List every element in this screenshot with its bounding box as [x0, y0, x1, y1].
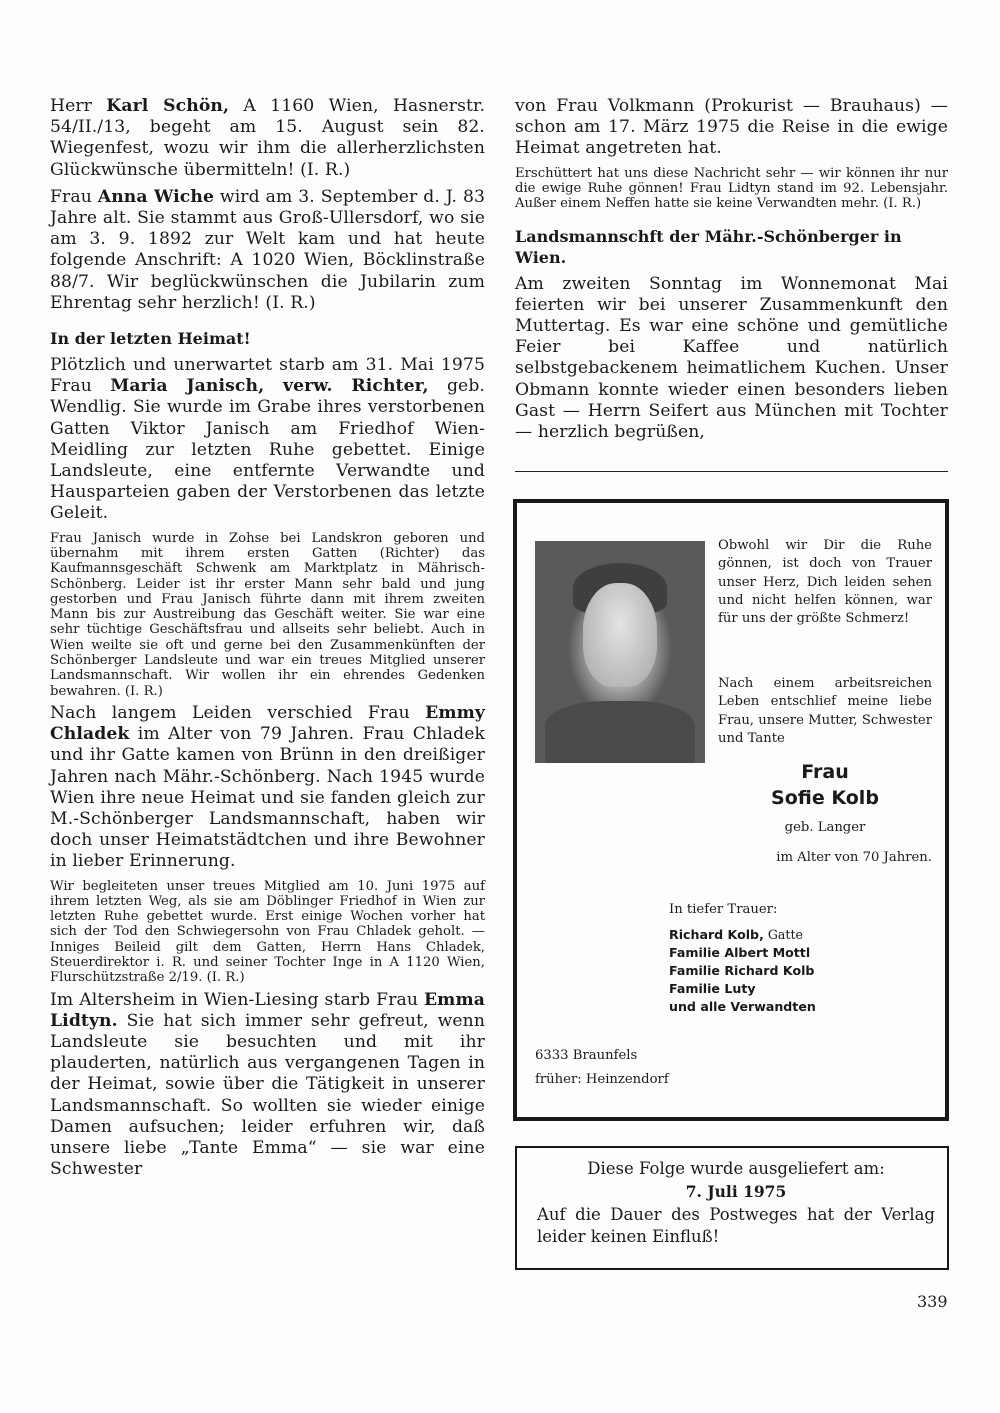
- article-paragraph: [515, 274, 948, 444]
- text-segment: Sie hat sich immer sehr gefreut, wenn Landsleute sie besuchten und mit ihr plauderten, natürlich aus vergangenen Tagen in der Heimat, sowie über die Tätigkeit in unserer Landsmannschaft. So wollten sie wieder einige Damen aufsuchen; leider erfuhren wir, daß unsere liebe „Tante Emma“ — sie war eine Schwester: [50, 1010, 485, 1180]
- article-paragraph: [50, 187, 485, 314]
- mourner: und alle Verwandten: [669, 999, 816, 1014]
- text-segment: Frau Janisch wurde in Zohse bei Landskron geboren und übernahm mit ihrem ersten Gatten (Richter) das Kaufmannsgeschäft Schwenk am Marktplatz in Mährisch-Schönberg. Leider ist ihr erster Mann sehr bald und jung gestorben und Frau Janisch führte dann mit ihrem zweiten Mann bis zur Austreibung das Geschäft weiter. Sie war eine sehr tüchtige Geschäftsfrau und allseits sehr beliebt. Auch in Wien weilte sie oft und gerne bei den Zusammenkünften der Schönberger Landsleute und war ein treues Mitglied unserer Landsmannschaft. Wir wollen ihr ein ehrendes Gedenken bewahren. (I. R.): [50, 530, 485, 699]
- person-name: Emmy Chladek: [50, 702, 485, 745]
- portrait-photo: [535, 541, 705, 763]
- person-name: Emma Lidtyn.: [50, 989, 485, 1031]
- article-paragraph: [50, 96, 485, 181]
- person-name: Anna Wiche: [97, 186, 214, 207]
- text-segment: von Frau Volkmann (Prokurist — Brauhaus) — schon am 17. März 1975 die Reise in die ewige Heimat angetreten hat.: [515, 96, 948, 159]
- left-column: [50, 96, 485, 1186]
- text-segment: Nach langem Leiden verschied Frau: [50, 702, 426, 723]
- text-segment: geb. Wendlig. Sie wurde im Grabe ihres verstorbenen Gatten Viktor Janisch am Friedhof Wien-Meidling zur letzten Ruhe gebettet. Einige Landsleute, eine entfernte Verwandte und Hausparteien gaben der Verstorbenen das letzte Geleit.: [50, 376, 485, 524]
- text-segment: Frau: [50, 186, 98, 207]
- notice-line-2: Auf die Dauer des Postweges hat der Verlag leider keinen Einfluß!: [537, 1205, 935, 1246]
- notice-line-1: Diese Folge wurde ausgeliefert am:: [587, 1159, 885, 1178]
- section-heading: [50, 328, 485, 349]
- page-number: 339: [917, 1292, 948, 1311]
- text-segment: Landsmannschft der Mähr.-Schönberger in Wien.: [515, 226, 902, 267]
- text-segment: Herr: [50, 96, 107, 116]
- obituary-notice: [513, 499, 949, 1121]
- text-segment: Erschüttert hat uns diese Nachricht sehr — wir können ihr nur die ewige Ruhe gönnen! Frau Lidtyn stand im 92. Lebensjahr. Außer einem Neffen hatte sie keine Verwandten mehr. (I. R.): [515, 165, 948, 212]
- right-column: [515, 96, 948, 449]
- article-paragraph: [515, 96, 948, 160]
- text-segment: Plötzlich und unerwartet starb am 31. Mai 1975 Frau: [50, 355, 485, 397]
- delivery-notice: [515, 1146, 949, 1270]
- mourning-heading: In tiefer Trauer:: [669, 902, 778, 917]
- person-name: Karl Schön,: [106, 96, 230, 116]
- age: im Alter von 70 Jahren.: [776, 850, 932, 865]
- obituary-title: Frau: [801, 761, 849, 783]
- birth-name: geb. Langer: [784, 820, 866, 835]
- place: 6333 Braunfels: [535, 1048, 638, 1063]
- deceased-name: Sofie Kolb: [771, 787, 879, 809]
- article-paragraph: [50, 990, 485, 1181]
- text-segment: In der letzten Heimat!: [50, 329, 251, 349]
- former-place: früher: Heinzendorf: [535, 1072, 669, 1087]
- article-paragraph: [50, 879, 485, 986]
- mourner: Familie Albert Mottl: [669, 945, 811, 960]
- mourner: Richard Kolb, Gatte: [669, 927, 804, 942]
- article-paragraph: [50, 531, 485, 699]
- column-divider-rule: [515, 471, 948, 472]
- text-segment: Im Altersheim in Wien-Liesing starb Frau: [50, 989, 424, 1010]
- article-paragraph: [50, 355, 485, 525]
- obituary-intro: Nach einem arbeitsreichen Leben entschlief meine liebe Frau, unsere Mutter, Schwester und Tante: [718, 676, 932, 746]
- text-segment: im Alter von 79 Jahren. Frau Chladek und ihr Gatte kamen von Brünn in den dreißiger Jahren nach Mähr.-Schönberg. Nach 1945 wurde Wien ihre neue Heimat und sie fanden gleich zur M.-Schönberger Landsmannschaft, haben wir doch unser Heimatstädtchen und ihre Bewohner in lieber Erinnerung.: [50, 724, 485, 872]
- section-heading: [515, 226, 948, 268]
- mourner: Familie Luty: [669, 981, 756, 996]
- mourners-list: [669, 926, 816, 1016]
- article-paragraph: [50, 703, 485, 873]
- text-segment: Wir begleiteten unser treues Mitglied am 10. Juni 1975 auf ihrem letzten Weg, als sie am Döblinger Friedhof in Wien zur letzten Ruhe gebettet wurde. Erst einige Wochen vorher hat sich der Tod den Schwiegersohn von Frau Chladek geholt. — Inniges Beileid gilt dem Gatten, Herrn Hans Chladek, Steuerdirektor i. R. und seiner Tochter Inge in A 1120 Wien, Flurschützstraße 2/19. (I. R.): [50, 878, 485, 986]
- text-segment: A 1160 Wien, Hasnerstr. 54/II./13, begeht am 15. August sein 82. Wiegenfest, wozu wir ihm die allerherzlichsten Glückwünsche übermitteln! (I. R.): [50, 96, 486, 180]
- article-paragraph: [515, 166, 948, 212]
- person-name: Maria Janisch, verw. Richter,: [110, 376, 429, 397]
- obituary-verse: Obwohl wir Dir die Ruhe gönnen, ist doch von Trauer unser Herz, Dich leiden sehen und nicht helfen können, war für uns der größte Schmerz!: [718, 538, 932, 627]
- notice-date: 7. Juli 1975: [685, 1182, 787, 1201]
- text-segment: Am zweiten Sonntag im Wonnemonat Mai feierten wir bei unserer Zusammenkunft den Muttertag. Es war eine schöne und gemütliche Feier bei Kaffee und natürlich selbstgebackenem heimatlichem Kuchen. Unser Obmann konnte wieder einen besonders lieben Gast — Herrn Seifert aus München mit Tochter — herzlich begrüßen,: [515, 273, 948, 442]
- text-segment: wird am 3. September d. J. 83 Jahre alt. Sie stammt aus Groß-Ullersdorf, wo sie am 3. 9. 1892 zur Welt kam und hat heute folgende Anschrift: A 1020 Wien, Böcklinstraße 88/7. Wir beglückwünschen die Jubilarin zum Ehrentag sehr herzlich! (I. R.): [50, 186, 486, 313]
- mourner: Familie Richard Kolb: [669, 963, 815, 978]
